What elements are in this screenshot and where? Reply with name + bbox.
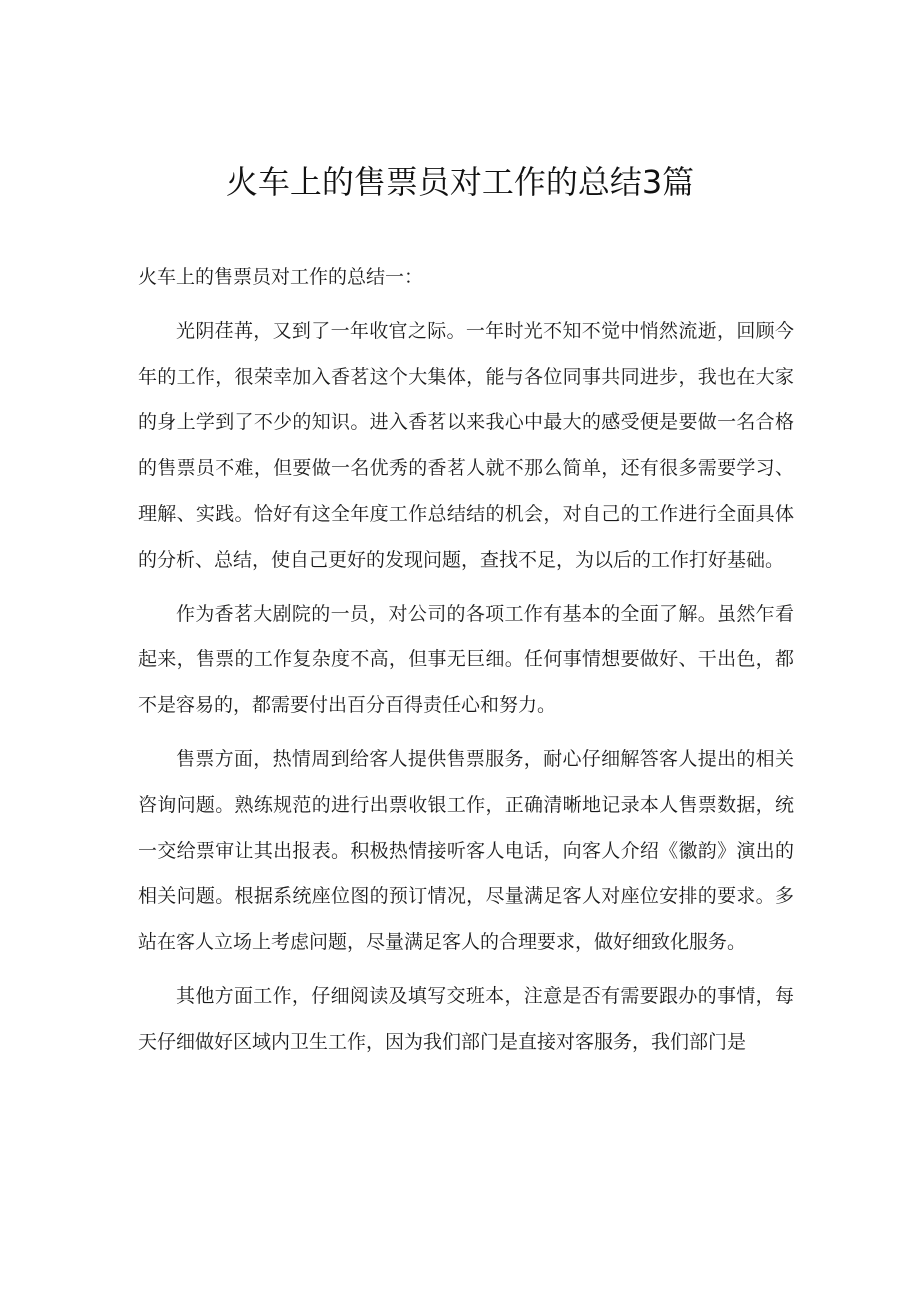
paragraph: 光阴荏苒，又到了一年收官之际。一年时光不知不觉中悄然流逝，回顾今年的工作，很荣幸加入香茗这个大集体，能与各位同事共同进步，我也在大家的身上学到了不少的知识。进入香茗以来我心中最大的感受便是要做一名合格的售票员不难，但要做一名优秀的香茗人就不那么简单，还有很多需要学习、理解、实践。恰好有这全年度工作总结结的机会，对自己的工作进行全面具体的分析、总结，使自己更好的发现问题，查找不足，为以后的工作打好基础。 (138, 319, 794, 571)
paragraph: 作为香茗大剧院的一员，对公司的各项工作有基本的全面了解。虽然乍看起来，售票的工作复杂度不高，但事无巨细。任何事情想要做好、干出色，都不是容易的，都需要付出百分百得责任心和努力。 (138, 602, 794, 717)
document-body (138, 255, 794, 1074)
document-title: 火车上的售票员对工作的总结3篇 (225, 163, 695, 201)
paragraph: 售票方面，热情周到给客人提供售票服务，耐心仔细解答客人提出的相关咨询问题。熟练规范的进行出票收银工作，正确清晰地记录本人售票数据，统一交给票审让其出报表。积极热情接听客人电话，向客人介绍《徽韵》演出的相关问题。根据系统座位图的预订情况，尽量满足客人对座位安排的要求。多站在客人立场上考虑问题，尽量满足客人的合理要求，做好细致化服务。 (138, 747, 794, 954)
paragraph: 其他方面工作，仔细阅读及填写交班本，注意是否有需要跟办的事情，每天仔细做好区域内卫生工作，因为我们部门是直接对客服务，我们部门是 (138, 984, 794, 1053)
section-heading: 火车上的售票员对工作的总结一： (138, 266, 424, 288)
